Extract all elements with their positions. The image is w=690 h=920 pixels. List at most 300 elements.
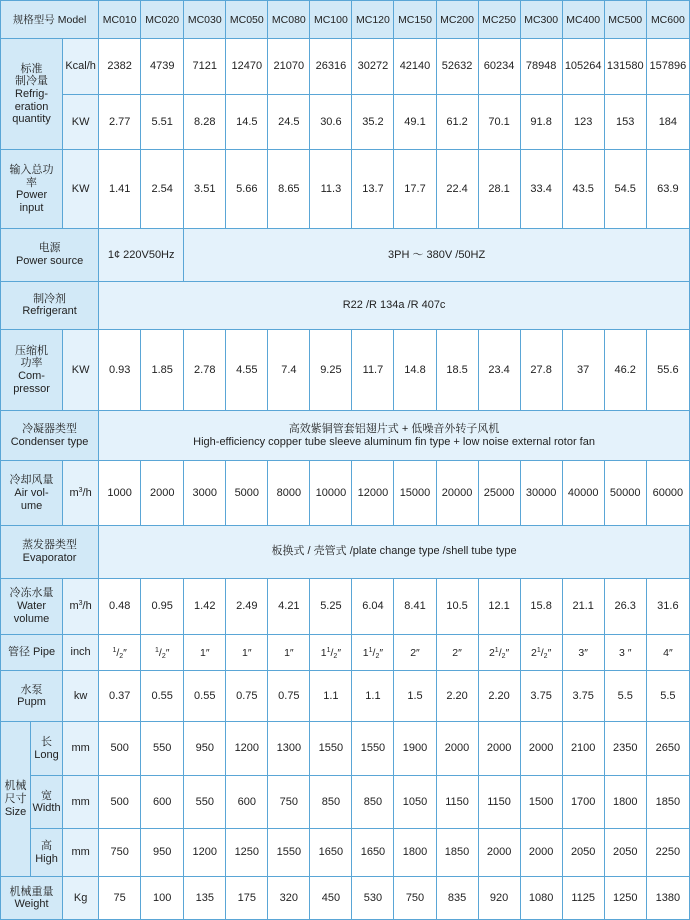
label-line: 压缩机	[15, 344, 49, 357]
pipe-mark: ″	[123, 646, 127, 659]
single-phase-value: 1¢ 220V50Hz	[99, 229, 184, 282]
value-cell: 17.7	[394, 150, 436, 229]
value-cell: 100	[141, 877, 184, 920]
pipe-whole: 1	[199, 646, 206, 659]
value-cell: 2000	[478, 721, 520, 776]
pipe-mark: ″	[205, 646, 210, 659]
unit-exponent: 3	[78, 486, 83, 494]
size-long-row	[1, 721, 690, 776]
pipe-size: $1^1/_2''$	[310, 635, 352, 671]
pipe-den: 2	[543, 652, 548, 660]
label-line: 功率	[20, 357, 43, 370]
label-line: 机械	[4, 780, 27, 793]
air-volume-row	[1, 461, 690, 526]
value-cell: 5.25	[310, 578, 352, 635]
label-line: High	[35, 852, 58, 865]
value-cell: 13.7	[352, 150, 394, 229]
model-name: MC050	[226, 1, 268, 39]
value-cell: 850	[352, 776, 394, 829]
value-cell: 1125	[562, 877, 604, 920]
value-cell: 750	[268, 776, 310, 829]
pipe-whole: 2	[410, 646, 417, 659]
pipe-size	[562, 635, 604, 671]
power-input-row	[1, 150, 690, 229]
value-cell: 7121	[184, 39, 226, 95]
value-cell: 10.5	[436, 578, 478, 635]
value-cell: 1650	[310, 828, 352, 876]
value-cell: 70.1	[478, 94, 520, 150]
model-name: MC150	[394, 1, 436, 39]
pipe-size: $^1/_2''$	[141, 635, 184, 671]
pipe-whole: 1	[320, 646, 327, 659]
pipe-mark: ″	[547, 646, 552, 659]
three-phase-value: 3PH ～ 380V /50HZ	[184, 229, 690, 282]
label-line: Evaporator	[22, 551, 77, 564]
pipe-whole: 1	[284, 646, 290, 659]
power-input-label	[1, 150, 63, 229]
value-cell: 750	[99, 828, 141, 876]
value-cell: 1550	[310, 721, 352, 776]
value-cell: 1.5	[394, 671, 436, 721]
value-cell: 920	[478, 877, 520, 920]
pipe-whole: 3	[618, 646, 625, 659]
pipe-size: $1^1/_2''$	[352, 635, 394, 671]
model-name: MC300	[520, 1, 562, 39]
value-cell: 2382	[99, 39, 141, 95]
value-cell: 2050	[562, 828, 604, 876]
condenser-value-cn: 高效紫铜管套铝翅片式 + 低噪音外转子风机	[288, 423, 500, 436]
value-cell: 12470	[226, 39, 268, 95]
label-line: Refrig-	[15, 88, 49, 101]
value-cell: 12000	[352, 461, 394, 526]
value-cell: 131580	[604, 39, 646, 95]
label-line: Power source	[15, 254, 84, 267]
pipe-size: $2^1/_2''$	[520, 635, 562, 671]
value-cell: 135	[184, 877, 226, 920]
label-line: eration	[14, 100, 49, 113]
model-name: MC080	[268, 1, 310, 39]
pump-label	[1, 671, 63, 721]
size-width-row	[1, 776, 690, 829]
value-cell: 3.51	[184, 150, 226, 229]
value-cell: 2650	[646, 721, 689, 776]
value-cell: 2.49	[226, 578, 268, 635]
unit-kw: KW	[63, 330, 99, 411]
model-name: MC020	[141, 1, 184, 39]
value-cell: 1050	[394, 776, 436, 829]
model-name: MC010	[99, 1, 141, 39]
value-cell: 2350	[604, 721, 646, 776]
value-cell: 54.5	[604, 150, 646, 229]
value-cell: 500	[99, 721, 141, 776]
value-cell: 30.6	[310, 94, 352, 150]
unit-kw: KW	[63, 94, 99, 150]
value-cell: 31.6	[646, 578, 689, 635]
unit-inch: inch	[63, 635, 99, 671]
label-line: 水泵	[20, 683, 43, 696]
pipe-mark: ″	[505, 646, 510, 659]
power-source-label	[1, 229, 99, 282]
label-line: 制冷剂	[33, 292, 67, 305]
value-cell: 1.85	[141, 330, 184, 411]
label-line: Width	[32, 802, 61, 815]
value-cell: 28.1	[478, 150, 520, 229]
value-cell: 61.2	[436, 94, 478, 150]
value-cell: 46.2	[604, 330, 646, 411]
model-name: MC500	[604, 1, 646, 39]
value-cell: 1.41	[99, 150, 141, 229]
value-cell: 24.5	[268, 94, 310, 150]
value-cell: 550	[184, 776, 226, 829]
value-cell: 26.3	[604, 578, 646, 635]
pipe-size	[226, 635, 268, 671]
pipe-num: 1	[536, 646, 541, 654]
value-cell: 0.75	[268, 671, 310, 721]
label-line: 尺寸	[4, 792, 27, 805]
label-line: 冷冻水量	[9, 587, 54, 600]
pipe-mark: ″	[416, 646, 420, 659]
value-cell: 1700	[562, 776, 604, 829]
label-line: pressor	[13, 382, 50, 395]
pipe-whole: 1	[362, 646, 369, 659]
model-name: MC250	[478, 1, 520, 39]
unit-mm: mm	[63, 776, 99, 829]
unit-m3h	[63, 461, 99, 526]
value-cell: 0.55	[141, 671, 184, 721]
model-name: MC400	[562, 1, 604, 39]
value-cell: 1150	[478, 776, 520, 829]
pipe-num: 1	[326, 646, 331, 654]
label-line: 宽	[41, 789, 53, 802]
value-cell: 14.8	[394, 330, 436, 411]
value-cell: 21070	[268, 39, 310, 95]
size-high-row	[1, 828, 690, 876]
value-cell: 50000	[604, 461, 646, 526]
pipe-size	[268, 635, 310, 671]
value-cell: 15000	[394, 461, 436, 526]
unit-mm: mm	[63, 721, 99, 776]
value-cell: 4.55	[226, 330, 268, 411]
value-cell: 22.4	[436, 150, 478, 229]
pipe-mark: ″	[165, 646, 170, 659]
pipe-size: $2^1/_2''$	[478, 635, 520, 671]
pipe-whole: 2	[530, 646, 537, 659]
size-label	[1, 721, 31, 877]
value-cell: 33.4	[520, 150, 562, 229]
label-line: Refrigerant	[22, 305, 77, 318]
refrigerant-label	[1, 281, 99, 329]
value-cell: 450	[310, 877, 352, 920]
pipe-mark: ″	[379, 646, 384, 659]
model-header-label: 规格型号 Model	[1, 1, 99, 39]
pipe-whole: 3	[578, 646, 585, 659]
value-cell: 1550	[268, 828, 310, 876]
value-cell: 3000	[184, 461, 226, 526]
air-volume-label	[1, 461, 63, 526]
value-cell: 30000	[520, 461, 562, 526]
pipe-mark: ″	[247, 646, 252, 659]
value-cell: 153	[604, 94, 646, 150]
value-cell: 1250	[226, 828, 268, 876]
value-cell: 1250	[604, 877, 646, 920]
value-cell: 123	[562, 94, 604, 150]
value-cell: 43.5	[562, 150, 604, 229]
label-line: Long	[34, 748, 59, 761]
weight-label	[1, 877, 63, 920]
value-cell: 8000	[268, 461, 310, 526]
unit-kw: KW	[63, 150, 99, 229]
value-cell: 2250	[646, 828, 689, 876]
label-line: Size	[4, 805, 27, 818]
value-cell: 10000	[310, 461, 352, 526]
value-cell: 835	[436, 877, 478, 920]
value-cell: 1850	[646, 776, 689, 829]
pipe-whole: 4	[663, 646, 669, 659]
value-cell: 5.5	[604, 671, 646, 721]
power-source-row	[1, 229, 690, 282]
label-line: 高	[41, 840, 53, 853]
value-cell: 11.3	[310, 150, 352, 229]
header-row	[1, 1, 690, 39]
value-cell: 105264	[562, 39, 604, 95]
value-cell: 20000	[436, 461, 478, 526]
evaporator-value: 板换式 / 壳管式 /plate change type /shell tube type	[99, 526, 690, 579]
pipe-size	[184, 635, 226, 671]
value-cell: 30272	[352, 39, 394, 95]
value-cell: 175	[226, 877, 268, 920]
size-long-label	[31, 721, 63, 776]
value-cell: 1000	[99, 461, 141, 526]
value-cell: 2000	[141, 461, 184, 526]
label-line: 制冷量	[15, 75, 49, 88]
value-cell: 2.78	[184, 330, 226, 411]
value-cell: 26316	[310, 39, 352, 95]
unit-m3h	[63, 578, 99, 635]
label-line: input	[19, 201, 44, 214]
label-line: 输入总功	[9, 164, 54, 177]
pump-row	[1, 671, 690, 721]
value-cell: 40000	[562, 461, 604, 526]
value-cell: 950	[184, 721, 226, 776]
water-volume-label	[1, 578, 63, 635]
value-cell: 55.6	[646, 330, 689, 411]
value-cell: 1800	[394, 828, 436, 876]
value-cell: 49.1	[394, 94, 436, 150]
pipe-den: 2	[333, 652, 338, 660]
pipe-size	[394, 635, 436, 671]
pipe-size	[436, 635, 478, 671]
value-cell: 1300	[268, 721, 310, 776]
value-cell: 5000	[226, 461, 268, 526]
refrigeration-kcal-row	[1, 39, 690, 95]
value-cell: 15.8	[520, 578, 562, 635]
value-cell: 850	[310, 776, 352, 829]
model-name: MC200	[436, 1, 478, 39]
pipe-mark: ″	[458, 646, 462, 659]
value-cell: 600	[226, 776, 268, 829]
value-cell: 8.65	[268, 150, 310, 229]
value-cell: 500	[99, 776, 141, 829]
unit-kg: Kg	[63, 877, 99, 920]
label-line: 电源	[38, 242, 61, 255]
value-cell: 6.04	[352, 578, 394, 635]
pipe-label: 管径 Pipe	[1, 635, 63, 671]
value-cell: 2100	[562, 721, 604, 776]
size-high-label	[31, 828, 63, 876]
value-cell: 7.4	[268, 330, 310, 411]
condenser-value-en: High-efficiency copper tube sleeve aluminum fin type + low noise external rotor fan	[193, 435, 595, 448]
pipe-mark: ″	[337, 646, 342, 659]
compressor-label	[1, 330, 63, 411]
model-name: MC600	[646, 1, 689, 39]
value-cell: 1.1	[310, 671, 352, 721]
value-cell: 3.75	[520, 671, 562, 721]
refrigerant-value: R22 /R 134a /R 407c	[99, 281, 690, 329]
value-cell: 184	[646, 94, 689, 150]
pipe-num: 1	[368, 646, 373, 654]
value-cell: 1080	[520, 877, 562, 920]
value-cell: 1200	[226, 721, 268, 776]
value-cell: 3.75	[562, 671, 604, 721]
value-cell: 78948	[520, 39, 562, 95]
pipe-num: 1	[494, 646, 499, 654]
refrigerant-row	[1, 281, 690, 329]
value-cell: 2050	[604, 828, 646, 876]
label-line: Com-	[18, 370, 45, 383]
value-cell: 8.41	[394, 578, 436, 635]
value-cell: 530	[352, 877, 394, 920]
label-line: 机械重量	[9, 885, 54, 898]
value-cell: 550	[141, 721, 184, 776]
label-line: Condenser type	[10, 435, 89, 448]
weight-row	[1, 877, 690, 920]
value-cell: 0.37	[99, 671, 141, 721]
value-cell: 0.93	[99, 330, 141, 411]
value-cell: 23.4	[478, 330, 520, 411]
refrigeration-kw-row	[1, 94, 690, 150]
pipe-den: 2	[119, 652, 124, 660]
condenser-value	[99, 410, 690, 460]
value-cell: 12.1	[478, 578, 520, 635]
pipe-mark: ″	[584, 646, 588, 659]
value-cell: 600	[141, 776, 184, 829]
label-line: ume	[20, 499, 43, 512]
value-cell: 1650	[352, 828, 394, 876]
value-cell: 320	[268, 877, 310, 920]
value-cell: 27.8	[520, 330, 562, 411]
value-cell: 0.55	[184, 671, 226, 721]
unit-rest: /h	[82, 486, 92, 499]
model-name: MC100	[310, 1, 352, 39]
value-cell: 14.5	[226, 94, 268, 150]
value-cell: 2.20	[478, 671, 520, 721]
value-cell: 0.75	[226, 671, 268, 721]
value-cell: 2.20	[436, 671, 478, 721]
unit-base: m	[69, 600, 79, 613]
value-cell: 2000	[520, 828, 562, 876]
pipe-size	[646, 635, 689, 671]
value-cell: 63.9	[646, 150, 689, 229]
label-line: Water	[17, 600, 46, 613]
value-cell: 950	[141, 828, 184, 876]
unit-rest: /h	[82, 600, 92, 613]
compressor-row	[1, 330, 690, 411]
pipe-size	[604, 635, 646, 671]
unit-exponent: 3	[78, 600, 83, 608]
size-width-label	[31, 776, 63, 829]
value-cell: 1550	[352, 721, 394, 776]
value-cell: 4.21	[268, 578, 310, 635]
pipe-den: 2	[161, 652, 166, 660]
value-cell: 75	[99, 877, 141, 920]
value-cell: 5.51	[141, 94, 184, 150]
label-line: Pupm	[17, 696, 46, 709]
unit-mm: mm	[63, 828, 99, 876]
label-line: 长	[41, 736, 53, 749]
value-cell: 1850	[436, 828, 478, 876]
value-cell: 1200	[184, 828, 226, 876]
pipe-num: 1	[154, 646, 159, 654]
value-cell: 60000	[646, 461, 689, 526]
value-cell: 2.54	[141, 150, 184, 229]
evaporator-row	[1, 526, 690, 579]
value-cell: 1380	[646, 877, 689, 920]
label-line: Air vol-	[14, 486, 49, 499]
value-cell: 2000	[520, 721, 562, 776]
unit-kcal: Kcal/h	[63, 39, 99, 95]
pipe-whole: 2	[452, 646, 459, 659]
pipe-row	[1, 635, 690, 671]
value-cell: 157896	[646, 39, 689, 95]
evaporator-label	[1, 526, 99, 579]
value-cell: 0.95	[141, 578, 184, 635]
label-line: 冷凝器类型	[22, 423, 78, 436]
unit-base: m	[69, 486, 79, 499]
label-line: 蒸发器类型	[22, 539, 78, 552]
value-cell: 5.66	[226, 150, 268, 229]
value-cell: 21.1	[562, 578, 604, 635]
value-cell: 11.7	[352, 330, 394, 411]
model-name: MC120	[352, 1, 394, 39]
value-cell: 2000	[478, 828, 520, 876]
value-cell: 42140	[394, 39, 436, 95]
model-name: MC030	[184, 1, 226, 39]
value-cell: 52632	[436, 39, 478, 95]
label-line: Power	[15, 189, 48, 202]
value-cell: 37	[562, 330, 604, 411]
value-cell: 35.2	[352, 94, 394, 150]
value-cell: 60234	[478, 39, 520, 95]
refrigeration-label	[1, 39, 63, 150]
value-cell: 25000	[478, 461, 520, 526]
value-cell: 1150	[436, 776, 478, 829]
value-cell: 2.77	[99, 94, 141, 150]
unit-kw: kw	[63, 671, 99, 721]
pipe-den: 2	[375, 652, 380, 660]
label-line: quantity	[12, 113, 51, 126]
value-cell: 750	[394, 877, 436, 920]
pipe-mark: ″	[289, 646, 294, 659]
value-cell: 91.8	[520, 94, 562, 150]
value-cell: 1.42	[184, 578, 226, 635]
condenser-label	[1, 410, 99, 460]
value-cell: 1.1	[352, 671, 394, 721]
label-line: 冷却风量	[9, 474, 54, 487]
label-line: 标准	[20, 62, 43, 75]
pipe-den: 2	[501, 652, 506, 660]
value-cell: 8.28	[184, 94, 226, 150]
value-cell: 9.25	[310, 330, 352, 411]
